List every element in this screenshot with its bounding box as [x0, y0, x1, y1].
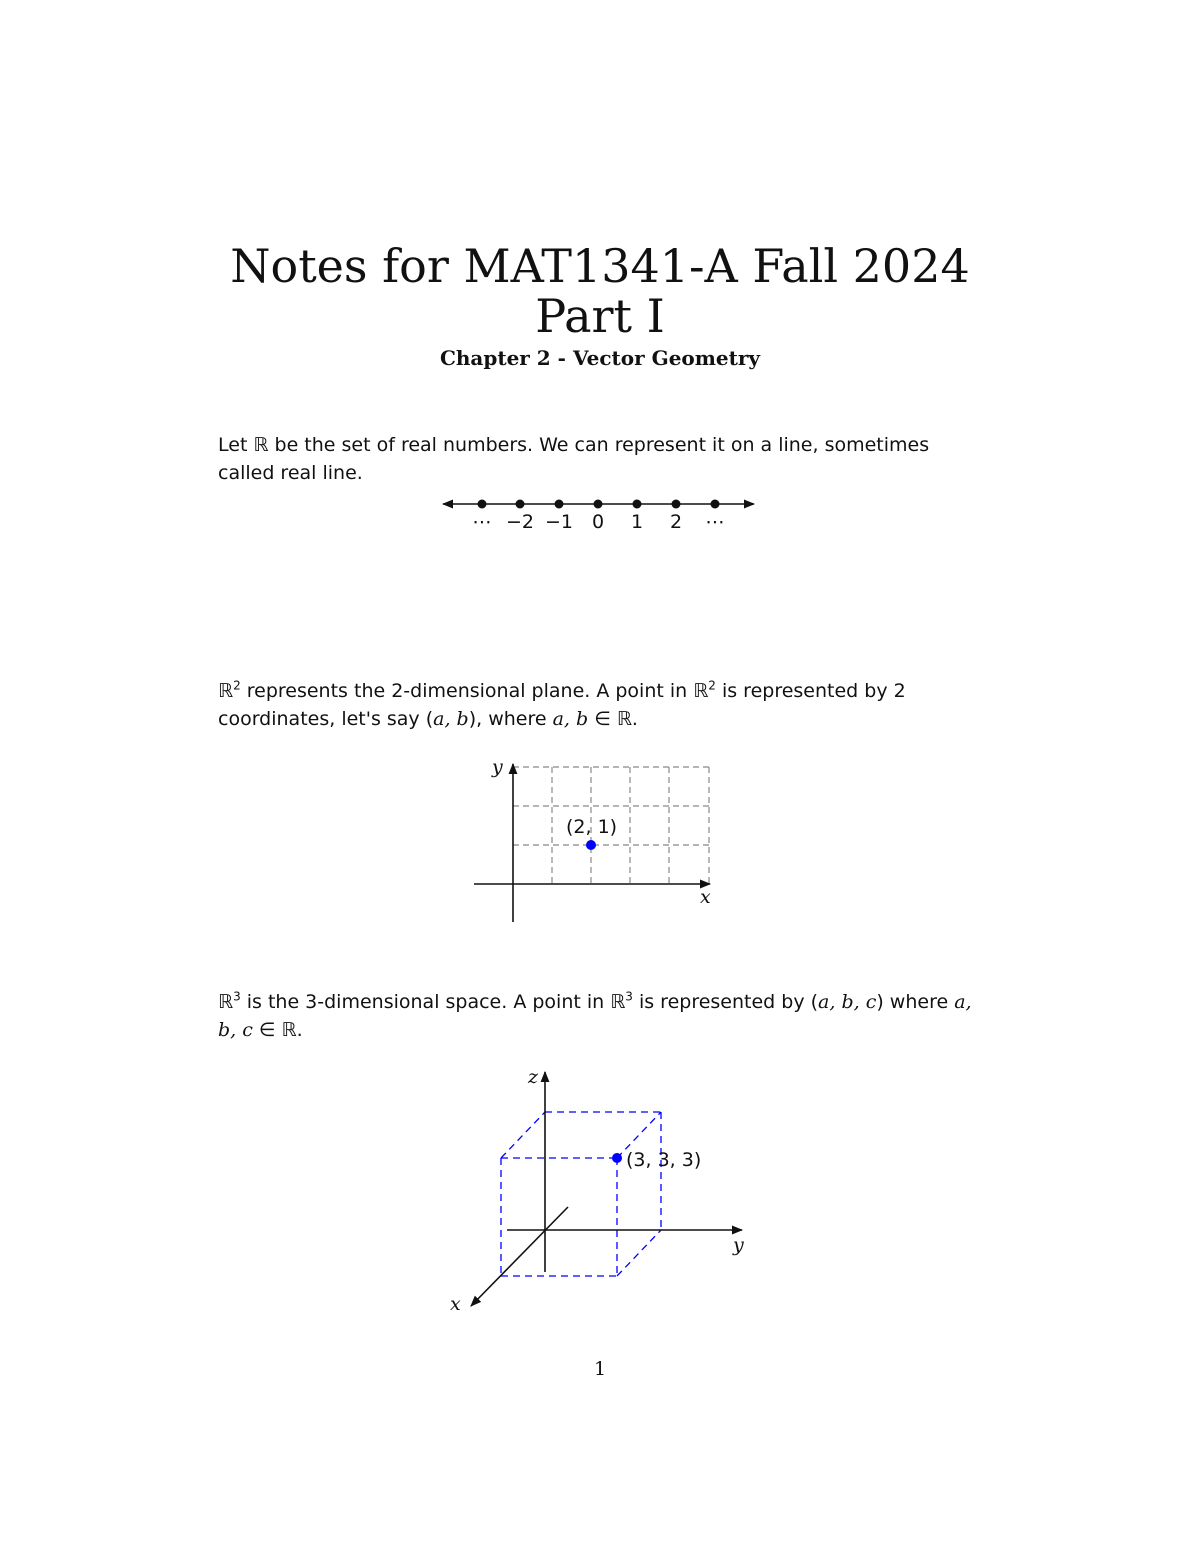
space-x-axis	[471, 1207, 568, 1306]
page-number: 1	[593, 1358, 607, 1380]
space-z-label: z	[528, 1066, 539, 1088]
space-x-label: x	[450, 1293, 461, 1315]
real-line-tick-label: 0	[591, 511, 605, 533]
real-line-paragraph: Let ℝ be the set of real numbers. We can represent it on a line, sometimes called real line.	[218, 434, 930, 484]
real-line-tick-label: −2	[505, 511, 535, 533]
real-line-tick-label: ⋯	[705, 511, 725, 533]
plane-x-label: x	[700, 886, 711, 908]
space-point	[612, 1153, 622, 1163]
space-point-label: (3, 3, 3)	[626, 1149, 702, 1171]
chapter-heading: Chapter 2 - Vector Geometry	[439, 346, 761, 370]
real-line-tick-label: ⋯	[472, 511, 492, 533]
space-paragraph: ℝ$^3$ is the 3-dimensional space. A point in ℝ$^3$ is represented by (a, b, c) where a, b, c ∈ ℝ.	[218, 989, 978, 1041]
real-line-tick-label: 2	[669, 511, 683, 533]
document-part: Part I	[535, 289, 665, 343]
document-title: Notes for MAT1341-A Fall 2024	[230, 239, 970, 293]
plane-y-label: y	[492, 756, 503, 778]
real-line-tick-label: 1	[630, 511, 644, 533]
plane-paragraph: ℝ$^2$ represents the 2-dimensional plane. A point in ℝ$^2$ is represented by 2 coordinates, let's say (a, b), where a, b ∈ ℝ.	[218, 678, 912, 730]
plane-point-label: (2, 1)	[566, 816, 618, 838]
real-line-tick-label: −1	[544, 511, 574, 533]
space-y-label: y	[733, 1234, 744, 1256]
